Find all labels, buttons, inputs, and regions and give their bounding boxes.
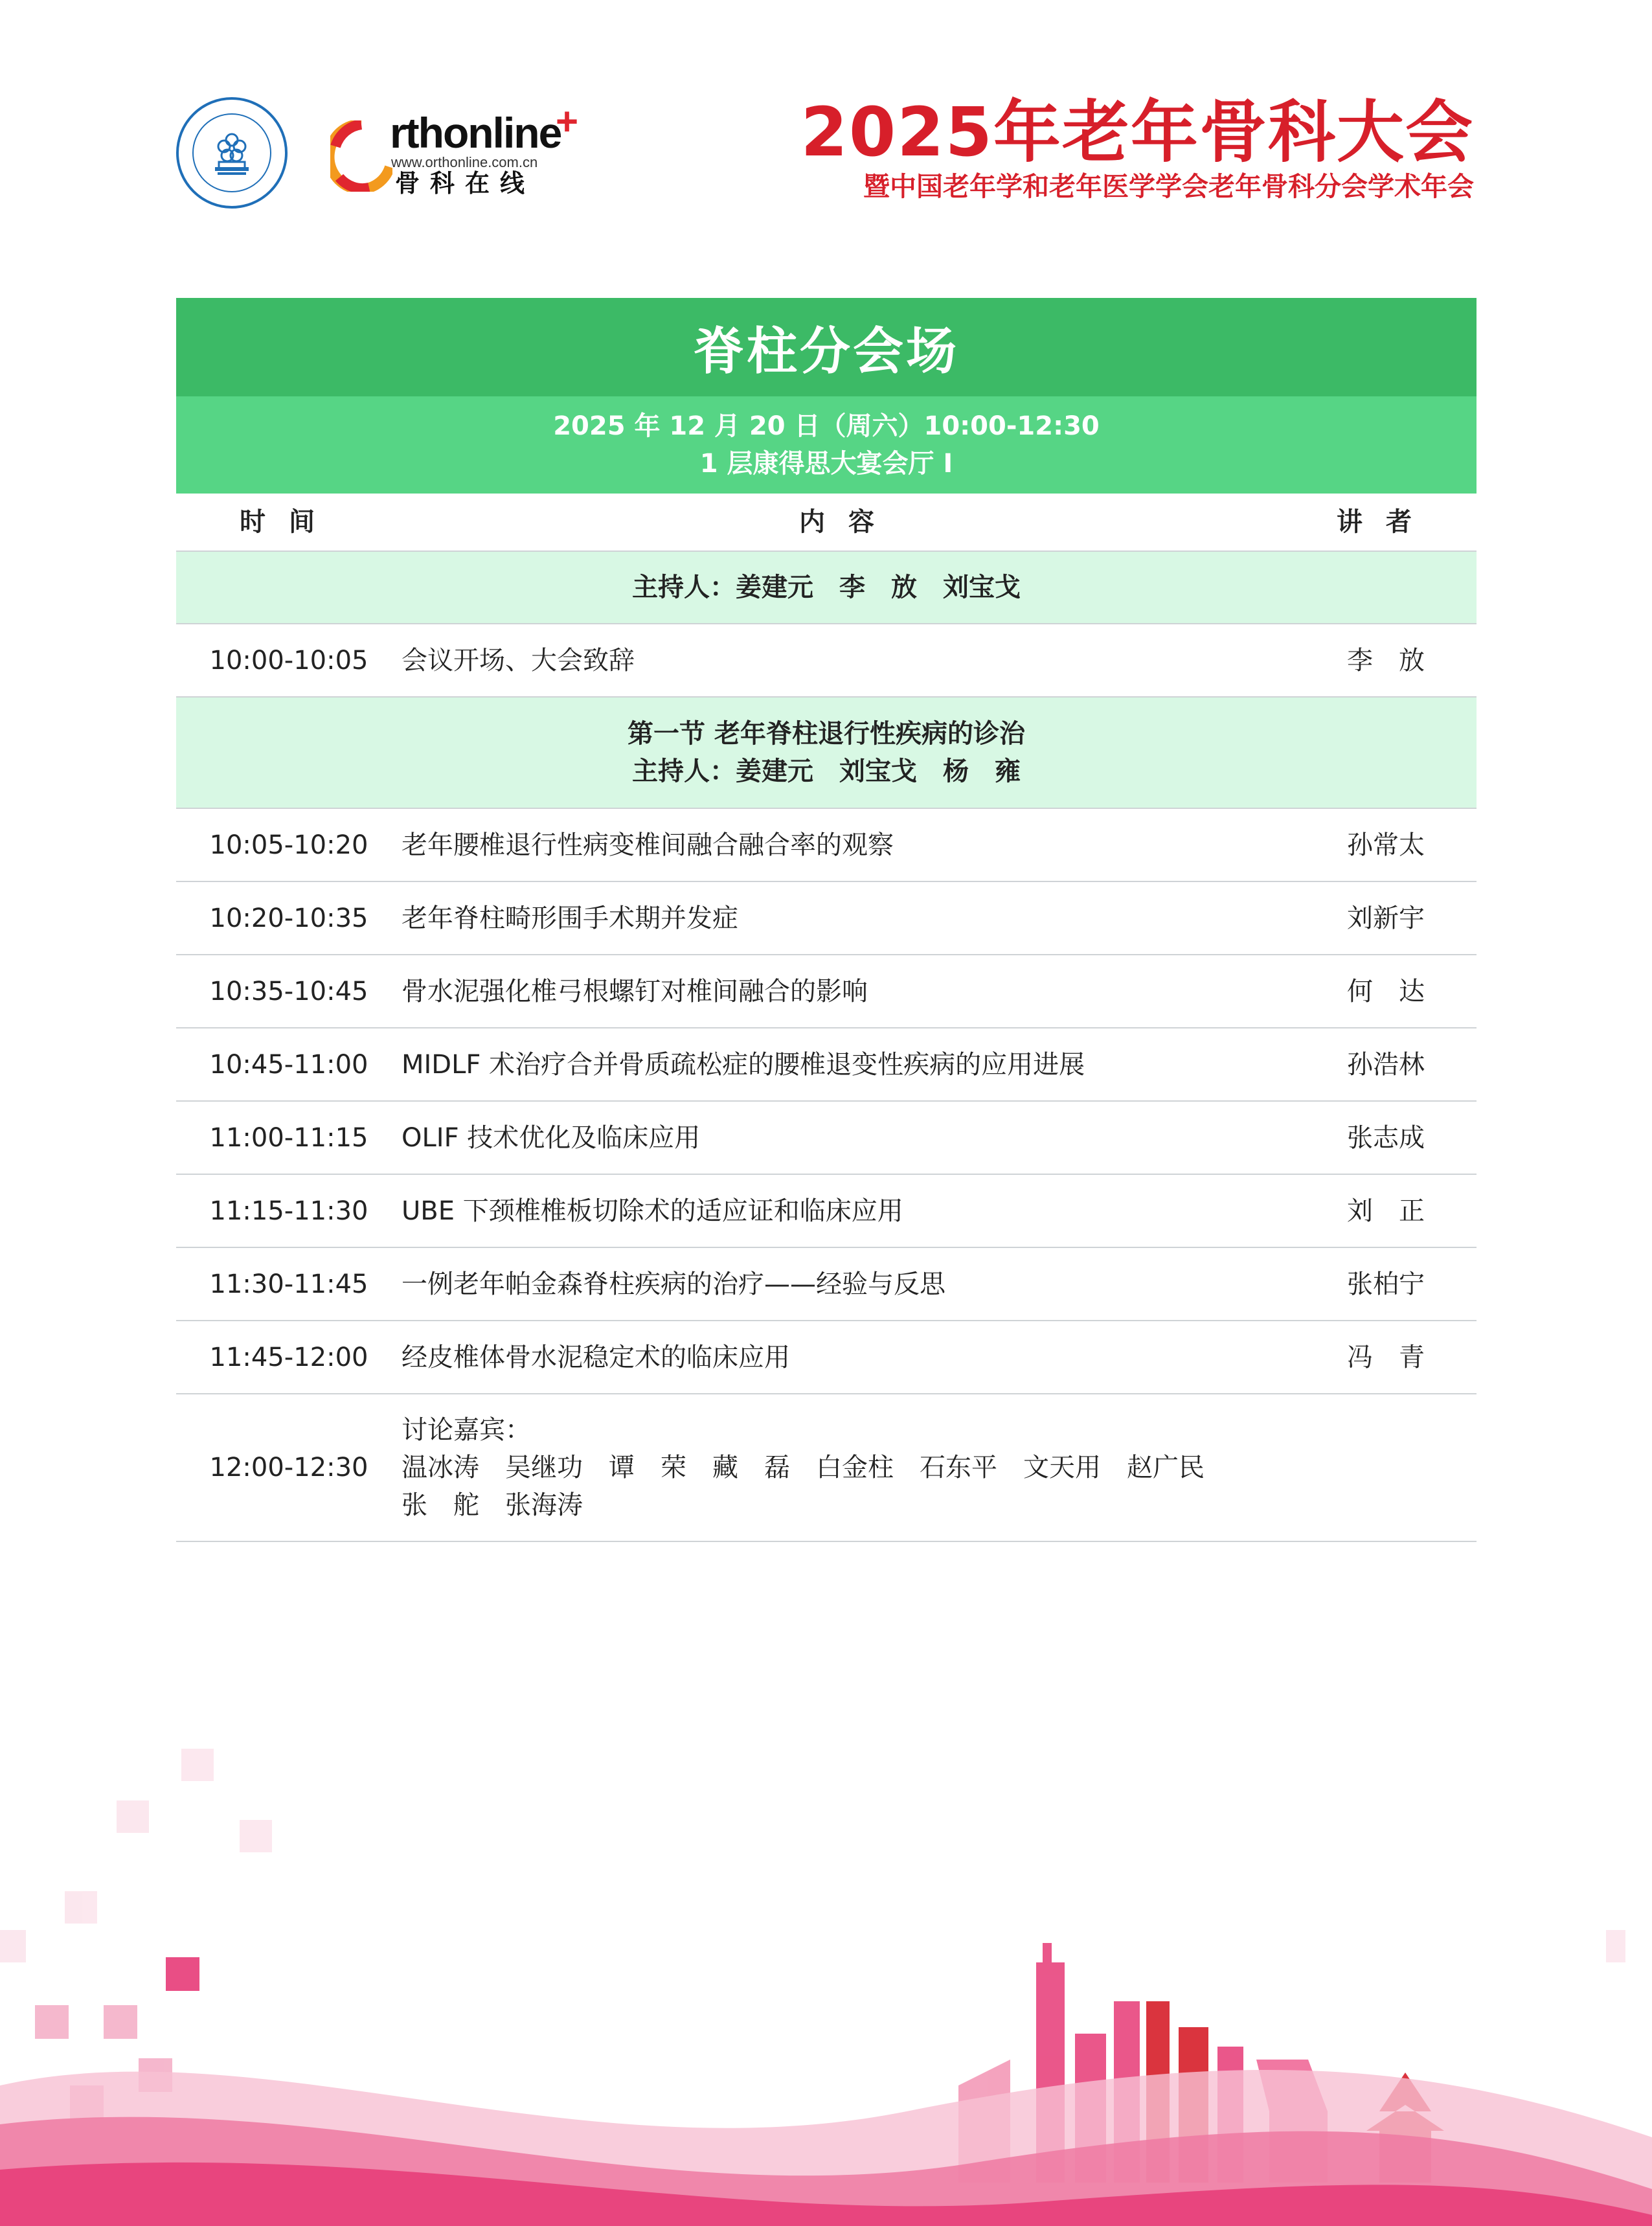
orthonline-plus: + [556,100,579,143]
city-skyline-wave-icon [0,1723,1652,2226]
table-row [176,1175,1477,1248]
discussion-row [176,1394,1477,1542]
orthonline-logo [330,100,589,202]
discussion-line-2: 张 舵 张海涛 [402,1490,583,1520]
schedule-table [176,494,1477,1542]
row-speaker: 张志成 [1347,1122,1425,1153]
row-speaker: 刘 正 [1347,1196,1425,1226]
row-time: 11:15-11:30 [209,1196,368,1226]
row-time: 10:45-11:00 [209,1049,368,1080]
section-row [176,698,1477,809]
row-speaker: 刘新宇 [1347,903,1425,933]
row-speaker: 冯 青 [1347,1342,1425,1372]
table-row [176,1248,1477,1321]
row-speaker: 李 放 [1347,645,1425,676]
row-time: 10:20-10:35 [209,903,368,933]
section-host: 主持人：姜建元 刘宝戈 杨 雍 [632,756,1021,786]
orthonline-ring-icon [330,120,392,192]
conference-subtitle: 暨中国老年学和老年医学学会老年骨科分会学术年会 [863,171,1474,202]
table-row [176,1321,1477,1394]
row-content: UBE 下颈椎椎板切除术的适应证和临床应用 [402,1196,903,1226]
table-row [176,882,1477,955]
session-date: 2025 年 12 月 20 日（周六）10:00-12:30 [553,411,1100,441]
row-time: 11:30-11:45 [209,1269,368,1299]
session-venue: 1 层康得思大宴会厅 I [699,449,953,479]
row-speaker: 孙浩林 [1347,1049,1425,1080]
row-speaker: 孙常太 [1347,830,1425,860]
row-time: 10:00-10:05 [209,645,368,676]
discussion-label: 讨论嘉宾： [402,1415,531,1445]
row-content: 会议开场、大会致辞 [402,645,635,676]
table-row [176,1028,1477,1102]
session-title: 脊柱分会场 [176,298,1477,396]
conference-title: 2025年老年骨科大会 [800,93,1474,172]
discussion-line-1: 温冰涛 吴继功 谭 荣 藏 磊 白金柱 石东平 文天用 赵广民 [402,1453,1205,1482]
orthonline-cn-name: 骨科在线 [395,169,536,198]
discussion-guests [402,1411,1295,1524]
host-row [176,552,1477,624]
header-speaker: 讲者 [1337,507,1435,537]
row-time: 11:45-12:00 [209,1342,368,1372]
table-row [176,809,1477,882]
row-time: 10:35-10:45 [209,976,368,1006]
row-content: 老年腰椎退行性病变椎间融合融合率的观察 [402,830,894,860]
header-time: 时间 [240,507,338,537]
row-time: 10:05-10:20 [209,830,368,860]
table-row [176,1102,1477,1175]
host-text: 主持人：姜建元 李 放 刘宝戈 [632,573,1021,602]
header-content: 内容 [799,507,898,537]
table-header-row [176,494,1477,552]
orthonline-url: www.orthonline.com.cn [391,154,538,170]
orthonline-wordmark: rthonline [390,109,561,157]
row-content: 骨水泥强化椎弓根螺钉对椎间融合的影响 [402,976,868,1006]
row-content: 老年脊柱畸形围手术期并发症 [402,903,738,933]
row-speaker: 何 达 [1347,976,1425,1006]
table-row [176,955,1477,1028]
row-content: 经皮椎体骨水泥稳定术的临床应用 [402,1342,790,1372]
section-title: 第一节 老年脊柱退行性疾病的诊治 [628,719,1025,749]
table-row [176,624,1477,698]
row-content: OLIF 技术优化及临床应用 [402,1122,701,1153]
row-time: 11:00-11:15 [209,1122,368,1153]
row-time: 12:00-12:30 [209,1453,368,1482]
session-info [176,396,1477,494]
association-emblem-icon [179,100,285,206]
row-content: MIDLF 术治疗合并骨质疏松症的腰椎退变性疾病的应用进展 [402,1049,1085,1080]
row-speaker: 张柏宁 [1347,1269,1425,1299]
row-content: 一例老年帕金森脊柱疾病的治疗——经验与反思 [402,1269,945,1299]
association-logo [176,97,288,209]
